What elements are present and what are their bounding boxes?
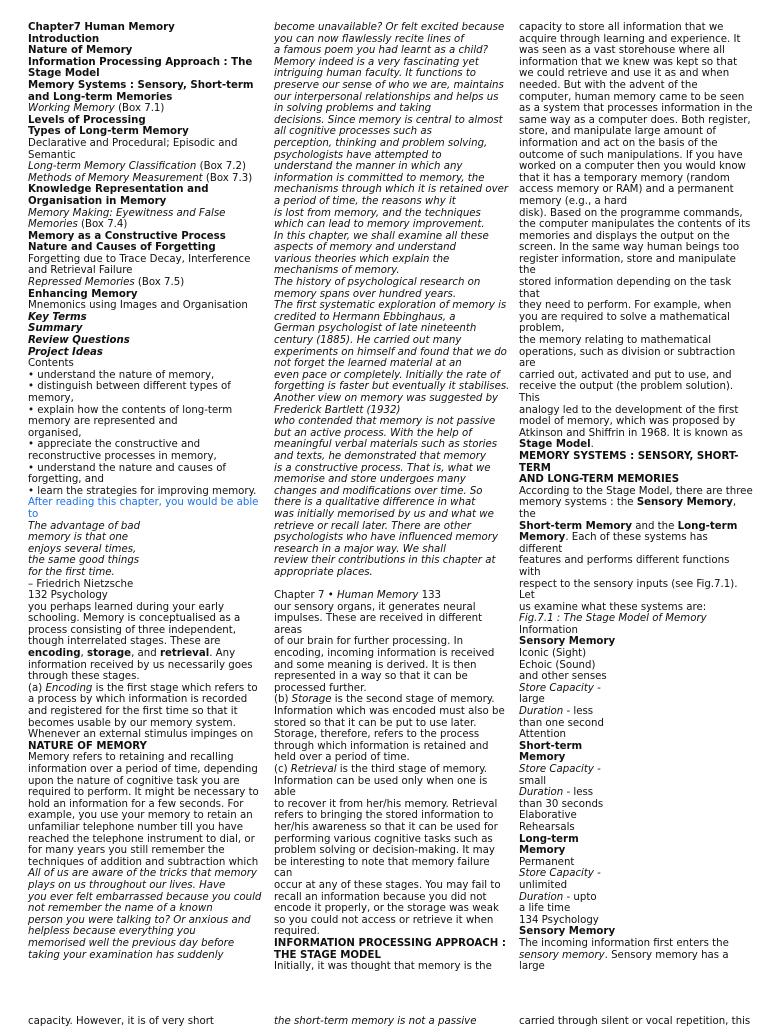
text-line: of our brain for further processing. In encoding, incoming information is received and some meaning is derived. It is then represented in a way so that it can be processed further. (274, 636, 498, 694)
text-line: unlimited (519, 879, 568, 891)
text-line: The advantage of bad (28, 520, 141, 532)
text-run: (Box 7.2) (196, 161, 246, 173)
text-line: Information (519, 624, 578, 636)
text-line: German psychologist of late nineteenth century (1885). He carried out many experiments on himself and found that we do not forget the learned material at an (274, 323, 511, 370)
text-run: Methods of Memory Measurement (28, 172, 203, 184)
text-run: (a) (28, 682, 46, 694)
text-run: Human Memory (336, 590, 419, 602)
text-run: storage (87, 648, 132, 660)
text-line: • explain how the contents of long-term memory are represented and (28, 404, 236, 428)
text-line: memorised well the previous day before taking your examination has suddenly (28, 937, 238, 961)
text-run: , (80, 648, 88, 660)
text-line: decisions. Since memory is central to almost all cognitive processes such as (274, 114, 506, 138)
text-run: (b) (274, 694, 292, 706)
text-line: organised, (28, 427, 82, 439)
text-line: Nature and Causes of Forgetting (28, 242, 216, 254)
text-run: Short-term Memory (519, 520, 633, 532)
text-column-2 (274, 22, 513, 973)
text-line: Information Processing Approach : The Stage Model (28, 56, 256, 80)
text-line: us examine what these systems are: (519, 601, 707, 613)
text-line (28, 161, 264, 173)
text-line: than one second (519, 717, 604, 729)
text-run: (Box 7.1) (114, 103, 165, 115)
text-line: Sensory Memory (519, 926, 616, 938)
text-line: 132 Psychology (28, 590, 108, 602)
text-line: occur at any of these stages. You may fail to recall an information because you did not encode it properly, or the storage was weak so you could not access or retrieve it when required. (274, 879, 504, 938)
text-line (28, 103, 264, 115)
text-line: enjoys several times, (28, 543, 137, 555)
text-line (519, 706, 753, 718)
text-column-3 (519, 22, 756, 973)
text-line: Key Terms (28, 311, 87, 323)
text-line: features and performs different functions with (519, 555, 733, 578)
text-line: mechanisms through which it is retained over a period of time, the reasons why it (274, 184, 512, 207)
text-line: understand the manner in which any information is committed to memory, the (274, 161, 485, 184)
text-line: analogy led to the development of the first model of memory, which was proposed by Atkinson and Shiffrin in 1968. It is known as (519, 404, 743, 439)
text-run: (Box 7.3) (202, 172, 253, 184)
text-line (274, 579, 510, 591)
text-line: Memory (519, 845, 566, 857)
text-line: Elaborative (519, 810, 577, 822)
text-run: According to the Stage Model, there are three memory systems : the (519, 485, 756, 509)
text-line (519, 892, 753, 904)
text-line (519, 521, 753, 556)
text-run: is the second stage of memory. Information which was encoded must also be stored so that it can be put to use later. Storage, therefore, refers to the process through which information is retained and held over a period of time. (274, 694, 509, 764)
text-line: respect to the sensory inputs (see Fig.7.1). Let (519, 578, 741, 602)
text-line: perception, thinking and problem solving, psychologists have attempted to (274, 137, 491, 161)
text-line: Forgetting due to Trace Decay, Interference and Retrieval Failure (28, 253, 254, 277)
text-line: The incoming information first enters the (519, 937, 729, 949)
text-line: a life time (519, 903, 571, 915)
text-line: you perhaps learned during your early schooling. Memory is conceptualised as a process consisting of three independent, though interrelated stages. These are (28, 601, 244, 648)
text-run: Duration (519, 891, 564, 903)
text-line: Knowledge Representation and Organisation in Memory (28, 184, 213, 207)
text-line: they need to perform. For example, when you are required to solve a mathematical problem, (519, 300, 735, 335)
text-line: The history of psychological research on memory spans over hundred years. (274, 277, 484, 300)
text-line: Memory (519, 752, 566, 764)
text-run: (Box 7.4) (77, 219, 128, 231)
text-run: Sensory Memory (636, 497, 733, 509)
text-run: (c) (274, 764, 291, 775)
text-line: Long-term (519, 833, 579, 845)
text-line: various theories which explain the mechanisms of memory. (274, 253, 453, 277)
text-line: our sensory organs, it generates neural impulses. These are received in different areas (274, 601, 486, 636)
text-line (28, 277, 264, 289)
cut-off-line-column-2: the short-term memory is not a passive (274, 1016, 477, 1027)
text-line: Types of Long-term Memory (28, 126, 189, 138)
text-run: . Any information received by us necessarily goes through these stages. (28, 648, 256, 683)
text-line (28, 648, 264, 683)
text-line: Memory Systems : Sensory, Short-term and Long-term Memories (28, 79, 258, 103)
text-run: . (590, 439, 594, 451)
text-line: carried out, activated and put to use, and receive the output (the problem solution). This (519, 369, 737, 404)
text-line (28, 208, 264, 231)
text-line: Review Questions (28, 335, 130, 347)
text-line (519, 485, 756, 521)
text-line: who contended that memory is not passive but an active process. With the help of meaningful verbal materials such as stories and texts, he demonstrated that memory (274, 416, 501, 462)
text-run: encoding (28, 648, 81, 660)
text-run: sensory memory (519, 949, 605, 961)
text-run: Working Memory (28, 103, 115, 115)
text-line: Levels of Processing (28, 114, 146, 126)
text-line: the same good things (28, 555, 140, 567)
text-line: to recover it from her/his memory. Retrieval refers to bringing the stored information to her/his awareness so that it can be used for performing various cognitive tasks such as problem solving or decision-making. It may be interesting to note that memory failure can (274, 798, 502, 880)
text-line: • distinguish between different types of memory, (28, 381, 235, 404)
text-line: Store Capacity - (519, 682, 601, 694)
text-line: NATURE OF MEMORY (28, 740, 147, 752)
text-run: - less (563, 706, 594, 718)
text-line: disk). Based on the programme commands, the computer manipulates the contents of its memories and displays the output on the screen. In the same way human beings too register information, store and manipulate the (519, 207, 754, 277)
text-run: Stage Model (519, 439, 591, 451)
cut-off-line-column-3: carried through silent or vocal repetition, this (519, 1016, 751, 1027)
text-line: – Friedrich Nietzsche (28, 578, 134, 590)
text-line: Iconic (Sight) (519, 648, 587, 660)
text-line: Initially, it was thought that memory is the (274, 961, 492, 973)
text-run: (Box 7.5) (134, 277, 185, 289)
text-line: Memory as a Constructive Process (28, 230, 226, 242)
text-line: Sensory Memory (519, 636, 616, 648)
text-run: is the first stage which refers to a process by which information is recorded and registered for the first time so that it becomes usable by our memory system. Whenever an external stimulus impinges on (28, 682, 261, 741)
text-line: Permanent (519, 856, 575, 868)
text-line: 134 Psychology (519, 914, 599, 926)
text-run: Memory Making: Eyewitness and False Memories (28, 207, 229, 231)
text-run: Long-term Memory Classification (28, 161, 197, 173)
text-line: Store Capacity - (519, 868, 601, 880)
text-line: All of us are aware of the tricks that memory plays on us throughout our lives. Have (28, 868, 261, 891)
text-run: Chapter 7 • (274, 590, 337, 602)
text-run: - upto (563, 891, 597, 903)
text-run: Encoding (45, 682, 93, 694)
text-line (28, 683, 264, 741)
text-line: is a constructive process. That is, what we memorise and store undergoes many changes and modifications over time. So there is a qualitative difference in what (274, 462, 494, 509)
text-line (28, 173, 264, 185)
text-line: Declarative and Procedural; Episodic and Semantic (28, 137, 241, 161)
text-line: memory is that one (28, 532, 129, 544)
text-line: • understand the nature and causes of forgetting, and (28, 462, 230, 486)
text-line (519, 950, 753, 973)
text-run: Storage (291, 694, 332, 706)
text-run: - less (563, 787, 594, 799)
text-run: Duration (519, 706, 564, 718)
text-line: INFORMATION PROCESSING APPROACH : THE STAGE MODEL (274, 937, 510, 961)
text-run: Duration (519, 787, 564, 799)
text-run: , the (519, 497, 740, 520)
text-line (519, 787, 753, 799)
text-line: Chapter7 Human Memory (28, 22, 175, 33)
text-run: . Sensory memory has a large (519, 949, 732, 973)
text-line: for the first time. (28, 566, 115, 578)
text-line: large (519, 694, 545, 706)
text-line: review their contributions in this chapter at appropriate places. (274, 555, 499, 578)
text-run: Long-term Memory (519, 520, 741, 544)
text-line: In this chapter, we shall examine all these aspects of memory and understand (274, 230, 492, 254)
text-line: is lost from memory, and the techniques which can lead to memory improvement. (274, 207, 485, 231)
text-line: stored information depending on the task that (519, 277, 735, 300)
text-line: you ever felt embarrassed because you could not remember the name of a known (28, 891, 265, 915)
text-line: the memory relating to mathematical operations, such as division or subtraction are (519, 335, 739, 370)
text-line: person you were talking to? Or anxious and helpless because everything you (28, 914, 254, 938)
text-line (274, 764, 510, 799)
text-line: • appreciate the constructive and reconstructive processes in memory, (28, 439, 217, 462)
text-line: • learn the strategies for improving memory. (28, 485, 257, 497)
text-line: Store Capacity - (519, 764, 601, 775)
text-line (274, 590, 510, 602)
text-line: Summary (28, 323, 83, 335)
text-line: even pace or completely. Initially the rate of forgetting is faster but eventually it stabilises. Another view on memory was suggested by Frederick Bartlett (1932) (274, 369, 513, 416)
text-line: capacity to store all information that we acquire through learning and experience. It was seen as a vast storehouse where all information that we knew was kept so that we could retrieve and use it as and when needed. But with the advent of the computer, human memory came to be seen as a system that processes information in the same way as a computer does. Both register, store, and manipulate large amount of information and act on the basis of the outcome of such manipulations. If you have worked on a computer then you would know that it has a temporary memory (random access memory or RAM) and a permanent memory (e.g., a hard (519, 22, 756, 207)
text-line: Fig.7.1 : The Stage Model of Memory (519, 613, 707, 625)
text-line: was initially memorised by us and what we retrieve or recall later. There are other psychologists who have influenced memory research in a major way. We shall (274, 508, 502, 555)
text-run: Repressed Memories (28, 277, 135, 289)
text-line: Short-term (519, 740, 583, 752)
text-run: . Each of these systems has different (519, 532, 712, 555)
text-line: Introduction (28, 33, 100, 45)
text-line (274, 694, 510, 764)
text-column-1 (28, 22, 264, 961)
text-line: and other senses (519, 671, 607, 683)
text-line: Nature of Memory (28, 45, 133, 57)
text-run: 133 (418, 590, 442, 602)
text-line: Memory refers to retaining and recalling information over a period of time, depending upon the nature of cognitive task you are required to perform. It might be necessary to hold an information for a few seconds. For example, you use your memory to retain an unfamiliar telephone number till you have reached the telephone instrument to dial, or for many years you still remember the techniques of addition and subtraction which (28, 752, 263, 868)
text-run: Retrieval (290, 764, 337, 775)
text-run: , and (131, 648, 160, 660)
text-line: The first systematic exploration of memory is credited to Hermann Ebbinghaus, a (274, 300, 510, 323)
text-line: Enhancing Memory (28, 288, 138, 300)
text-line: become unavailable? Or felt excited because you can now flawlessly recite lines of (274, 22, 508, 45)
text-line: a famous poem you had learnt as a child? Memory indeed is a very fascinating yet intriguing human faculty. It functions to preserve our sense of who we are, maintains our interpersonal relationships and helps us in solving problems and taking (274, 45, 508, 115)
text-line: small (519, 775, 547, 787)
text-line: Mnemonics using Images and Organisation (28, 300, 248, 312)
text-line: Project Ideas (28, 346, 103, 358)
text-line: • understand the nature of memory, (28, 369, 215, 381)
cut-off-line-column-1: capacity. However, it is of very short (28, 1016, 214, 1027)
link-text[interactable]: After reading this chapter, you would be able to (28, 497, 262, 520)
text-line (519, 439, 753, 451)
text-line: Attention (519, 729, 567, 741)
text-run: retrieval (159, 648, 210, 660)
text-run: and the (632, 520, 678, 532)
text-line: MEMORY SYSTEMS : SENSORY, SHORT-TERM (519, 450, 739, 474)
text-line: than 30 seconds (519, 798, 604, 810)
text-line: Contents (28, 358, 74, 370)
text-line: Echoic (Sound) (519, 659, 596, 671)
text-run: is the third stage of memory. Information can be used only when one is able (274, 764, 491, 799)
text-line: AND LONG-TERM MEMORIES (519, 474, 680, 486)
text-line: Rehearsals (519, 821, 575, 833)
